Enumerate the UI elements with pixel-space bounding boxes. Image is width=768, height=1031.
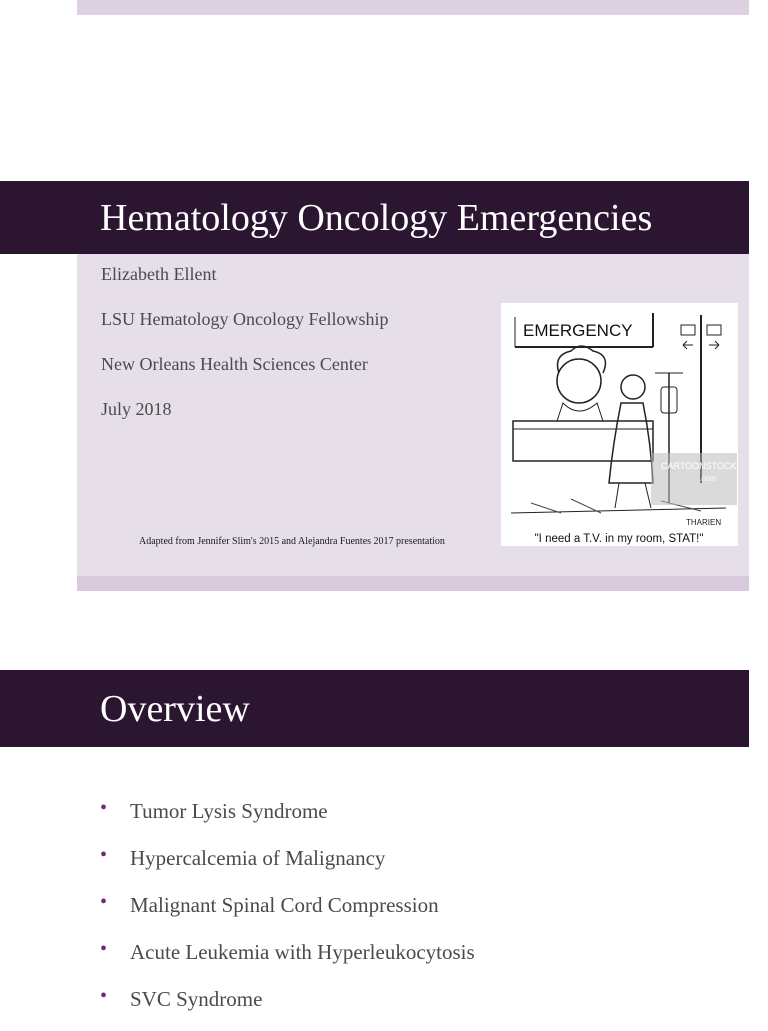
list-item [100,843,475,890]
institution-name: New Orleans Health Sciences Center [101,354,368,374]
bullet-icon: • [100,938,108,960]
cartoon-caption: "I need a T.V. in my room, STAT!" [534,533,704,545]
emergency-cartoon-image [501,303,738,546]
list-item [100,937,475,984]
overview-bullet-list [100,796,475,1031]
bullet-icon: • [100,844,108,866]
slide-title: Hematology Oncology Emergencies [100,197,653,239]
bullet-icon: • [100,797,108,819]
previous-slide-bottom-strip [77,0,749,15]
list-item-label: Malignant Spinal Cord Compression [130,893,439,917]
cartoon-watermark: CARTOONSTOCK [661,461,737,471]
cartoon-artist-signature: THARIEN [686,518,722,527]
presentation-date: July 2018 [101,399,172,419]
title-slide [77,181,749,591]
cartoon-sign-text: EMERGENCY [523,321,633,340]
list-item-label: Acute Leukemia with Hyperleukocytosis [130,940,475,964]
author-name: Elizabeth Ellent [101,264,217,284]
list-item-label: Hypercalcemia of Malignancy [130,846,386,870]
source-credit: Adapted from Jennifer Slim's 2015 and Alejandra Fuentes 2017 presentation [139,536,445,547]
list-item [100,890,475,937]
slide-bottom-strip [77,576,749,591]
cartoon-drawing [501,303,738,546]
bullet-icon: • [100,891,108,913]
bullet-icon: • [100,985,108,1007]
overview-title: Overview [100,688,250,730]
cartoon-watermark-url: .com [699,474,717,483]
program-name: LSU Hematology Oncology Fellowship [101,309,389,329]
list-item [100,796,475,843]
list-item-label: Tumor Lysis Syndrome [130,799,328,823]
title-bar [0,181,749,254]
overview-title-bar [0,670,749,747]
list-item-label: SVC Syndrome [130,987,263,1011]
